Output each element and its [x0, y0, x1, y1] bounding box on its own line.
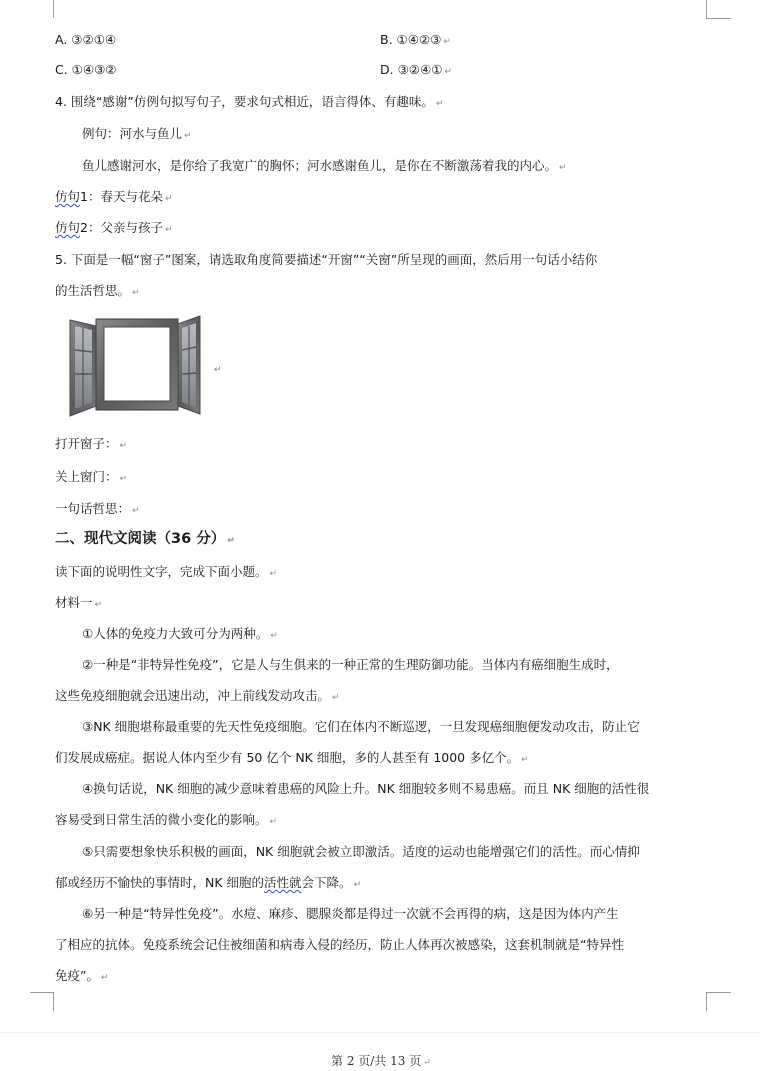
paragraph-mark: ↵ [435, 99, 444, 109]
option-c: C. ①④③② [55, 62, 117, 77]
q4-example-label: 例句：河水与鱼儿 ↵ [82, 126, 192, 141]
spellcheck-underline: 仿句 [55, 189, 81, 204]
paragraph-mark: ↵ [132, 506, 140, 516]
q4-example-text: 鱼儿感谢河水，是你给了我宽广的胸怀；河水感谢鱼儿，是你在不断激荡着我的内心。 ↵ [82, 158, 567, 173]
image-paragraph-mark: ↵ [214, 365, 222, 375]
paragraph-mark: ↵ [443, 37, 451, 47]
paragraph-mark: ↵ [119, 441, 128, 451]
paragraph-mark: ↵ [164, 194, 173, 204]
option-b: B. ①④②③ ↵ [380, 32, 451, 47]
paragraph-mark: ↵ [353, 880, 362, 890]
spellcheck-underline: 活性就 [264, 875, 302, 890]
paragraph-mark: ↵ [94, 600, 103, 610]
q5-summary-label: 一句话哲思： ↵ [55, 501, 140, 516]
section-2-title: 二、现代文阅读（36 分） ↵ [55, 531, 235, 547]
paragraph-mark: ↵ [559, 163, 567, 173]
paragraph-mark: ↵ [100, 973, 109, 983]
paragraph-4-line-2: 容易受到日常生活的微小变化的影响。 ↵ [55, 812, 278, 827]
paragraph-mark: ↵ [269, 817, 278, 827]
paragraph-6-line-1: ⑥另一种是“特异性免疫”。水痘、麻疹、腮腺炎都是得过一次就不会再得的病，这是因为体内产生 [82, 906, 619, 921]
paragraph-1: ①人体的免疫力大致可分为两种。 ↵ [82, 626, 278, 641]
window-image [66, 310, 206, 420]
paragraph-mark: ↵ [332, 693, 340, 703]
window-opening [104, 327, 170, 401]
paragraph-2-line-2: 这些免疫细胞就会迅速出动，冲上前线发动攻击。 ↵ [55, 688, 340, 703]
section-2-instruction: 读下面的说明性文字，完成下面小题。 ↵ [55, 564, 278, 579]
option-a: A. ③②①④ [55, 32, 117, 47]
paragraph-mark: ↵ [270, 631, 278, 641]
paragraph-mark: ↵ [119, 474, 128, 484]
paragraph-5-line-2: 郁或经历不愉快的事情时，NK 细胞的活性就会下降。 ↵ [55, 875, 362, 890]
page-bottom-edge [0, 1032, 760, 1033]
q4-prompt: 4. 围绕“感谢”仿例句拟写句子，要求句式相近，语言得体、有趣味。 ↵ [55, 94, 444, 109]
paragraph-mark: ↵ [164, 225, 173, 235]
paragraph-6-line-2: 了相应的抗体。免疫系统会记住被细菌和病毒入侵的经历，防止人体再次被感染，这套机制就是“特异性 [55, 937, 624, 952]
spellcheck-underline: 仿句 [55, 220, 81, 235]
paragraph-3-line-1: ③NK 细胞堪称最重要的先天性免疫细胞。它们在体内不断巡逻，一旦发现癌细胞便发动攻击，防止它 [82, 719, 640, 734]
paragraph-4-line-1: ④换句话说，NK 细胞的减少意味着患癌的风险上升。NK 细胞较多则不易患癌。而且 NK 细胞的活性很 [82, 781, 650, 796]
q5-prompt-line-1: 5. 下面是一幅“窗子”图案，请选取角度简要描述“开窗”“关窗”所呈现的画面，然后用一句话小结你 [55, 252, 598, 267]
q5-prompt-line-2: 的生活哲思。 ↵ [55, 283, 140, 298]
page-number: 第 2 页/共 13 页 ↵ [331, 1054, 431, 1068]
option-d: D. ③②④① ↵ [380, 62, 452, 77]
material-label: 材料一 ↵ [55, 595, 103, 610]
paragraph-mark: ↵ [227, 536, 235, 546]
paragraph-5-line-1: ⑤只需要想象快乐积极的画面，NK 细胞就会被立即激活。适度的运动也能增强它们的活性。而心情抑 [82, 844, 640, 859]
q4-imitation-1: 仿句1：春天与花朵 ↵ [55, 189, 173, 204]
paragraph-mark: ↵ [269, 569, 278, 579]
paragraph-mark: ↵ [132, 288, 140, 298]
paragraph-mark: ↵ [423, 1058, 431, 1068]
q5-open-label: 打开窗子： ↵ [55, 436, 128, 451]
crop-mark-top-left [53, 0, 54, 18]
paragraph-mark: ↵ [521, 755, 529, 765]
paragraph-mark: ↵ [444, 67, 452, 77]
q4-imitation-2: 仿句2：父亲与孩子 ↵ [55, 220, 173, 235]
crop-mark-bottom-right [706, 992, 731, 1011]
crop-mark-top-right [706, 0, 731, 19]
q5-close-label: 关上窗门： ↵ [55, 469, 128, 484]
paragraph-3-line-2: 们发展成癌症。据说人体内至少有 50 亿个 NK 细胞，多的人甚至有 1000 多亿个。 ↵ [55, 750, 529, 765]
paragraph-mark: ↵ [184, 131, 192, 141]
crop-mark-bottom-left [30, 992, 54, 1011]
paragraph-6-line-3: 免疫”。 ↵ [55, 968, 109, 983]
paragraph-2-line-1: ②一种是“非特异性免疫”，它是人与生俱来的一种正常的生理防御功能。当体内有癌细胞生成时， [82, 657, 619, 672]
